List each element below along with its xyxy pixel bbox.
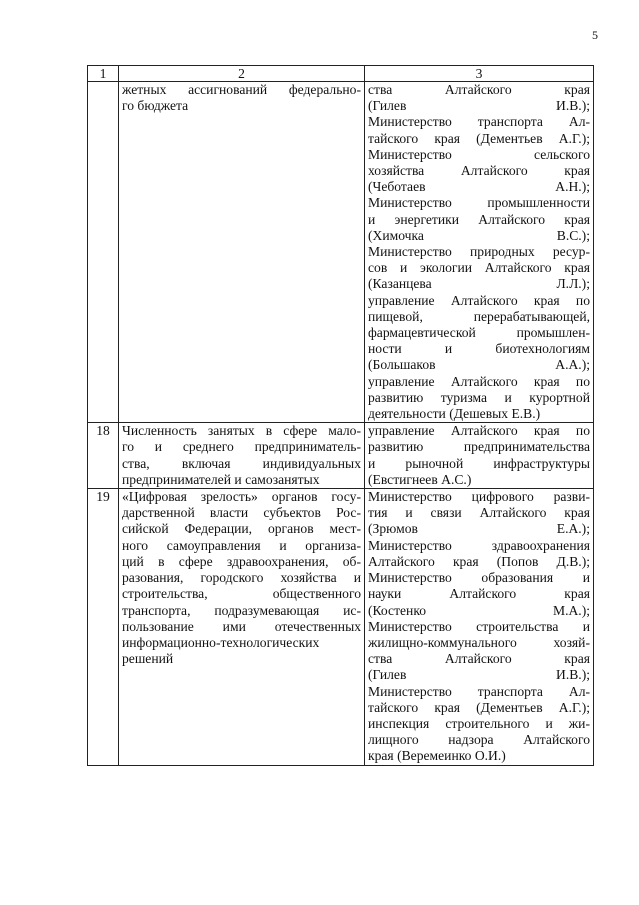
indicator-cell [119,423,365,489]
indicator-cell [119,82,365,423]
column-header-responsible: 3 [365,66,594,82]
indicator-text-line: транспорта, подразумевающая ис- [122,602,361,618]
responsible-text-line: (Костенко М.А.); [368,602,590,618]
table-row [88,82,594,423]
row-number: 19 [88,489,119,765]
responsible-cell [365,82,594,423]
responsible-text-line: (Большаков А.А.); [368,357,590,373]
responsible-text-line: Министерство промышленности [368,195,590,211]
responsible-text-line: ства Алтайского края [368,82,590,97]
responsible-text-line: тия и связи Алтайского края [368,505,590,521]
responsible-text-line: ства Алтайского края [368,651,590,667]
responsible-text-line: Министерство образования и [368,570,590,586]
responsible-text-line: края (Веремеинко О.И.) [368,748,506,764]
responsible-text-line: (Казанцева Л.Л.); [368,276,590,292]
responsible-text-line: ности и биотехнологиям [368,341,590,357]
responsible-text-line: Министерство транспорта Ал- [368,683,590,699]
responsible-text-line: (Чеботаев А.Н.); [368,179,590,195]
responsible-text-line: сов и экологии Алтайского края [368,260,590,276]
table-row [88,489,594,765]
responsible-text-line: Алтайского края (Попов Д.В.); [368,553,590,569]
responsible-text-line: (Химочка В.С.); [368,227,590,243]
responsible-text-line: управление Алтайского края по [368,292,590,308]
indicator-text-line: пользование ими отечественных [122,618,361,634]
responsible-text-line: (Гилев И.В.); [368,98,590,114]
responsibility-table [87,65,594,766]
responsible-text-line: Министерство природных ресур- [368,244,590,260]
indicator-text-line: информационно-технологических [122,634,320,650]
responsible-text-line: жилищно-коммунального хозяй- [368,634,590,650]
indicator-text-line: дарственной власти субъектов Рос- [122,505,361,521]
indicator-text-line: сийской Федерации, органов мест- [122,521,361,537]
responsible-text-line: и энергетики Алтайского края [368,211,590,227]
indicator-text-line: предпринимателей и самозанятых [122,471,320,487]
responsible-text-line: фармацевтической промышлен- [368,325,590,341]
responsible-cell [365,423,594,489]
responsible-text-line: (Евстигнеев А.С.) [368,471,472,487]
responsible-text-line: хозяйства Алтайского края [368,163,590,179]
responsible-cell [365,489,594,765]
indicator-text-line: жетных ассигнований федерально- [122,82,361,97]
indicator-text-line: «Цифровая зрелость» органов госу- [122,489,361,505]
responsible-text-line: развитию предпринимательства [368,439,590,455]
responsible-text-line: (Зрюмов Е.А.); [368,521,590,537]
indicator-text-line: ного самоуправления и организа- [122,537,361,553]
responsible-text-line: лищного надзора Алтайского [368,732,590,748]
indicator-text-line: разования, городского хозяйства и [122,570,361,586]
responsible-text-line: тайского края (Дементьев А.Г.); [368,699,590,715]
indicator-text-line: решений [122,651,174,667]
column-header-number: 1 [88,66,119,82]
page-number: 5 [592,28,598,42]
row-number [88,82,119,423]
indicator-text-line: го и среднего предприниматель- [122,439,361,455]
responsible-text-line: Министерство сельского [368,146,590,162]
responsible-text-line: деятельности (Дешевых Е.В.) [368,406,541,422]
responsible-text-line: управление Алтайского края по [368,373,590,389]
indicator-text-line: го бюджета [122,98,189,114]
indicator-text-line: Численность занятых в сфере мало- [122,423,361,439]
responsible-text-line: развитию туризма и курортной [368,389,590,405]
responsible-text-line: науки Алтайского края [368,586,590,602]
responsible-text-line: пищевой, перерабатывающей, [368,308,590,324]
indicator-cell [119,489,365,765]
indicator-text-line: ций в сфере здравоохранения, об- [122,553,361,569]
responsible-text-line: тайского края (Дементьев А.Г.); [368,130,590,146]
responsible-text-line: и рыночной инфраструктуры [368,455,590,471]
responsible-text-line: Министерство транспорта Ал- [368,114,590,130]
responsible-text-line: Министерство строительства и [368,618,590,634]
responsible-text-line: управление Алтайского края по [368,423,590,439]
responsible-text-line: (Гилев И.В.); [368,667,590,683]
row-number: 18 [88,423,119,489]
indicator-text-line: ства, включая индивидуальных [122,455,361,471]
indicator-text-line: строительства, общественного [122,586,361,602]
responsible-text-line: инспекция строительного и жи- [368,715,590,731]
responsible-text-line: Министерство здравоохранения [368,537,590,553]
table-row [88,423,594,489]
table-body [88,82,594,766]
responsible-text-line: Министерство цифрового разви- [368,489,590,505]
column-header-indicator: 2 [119,66,365,82]
table-header-row [88,66,594,82]
